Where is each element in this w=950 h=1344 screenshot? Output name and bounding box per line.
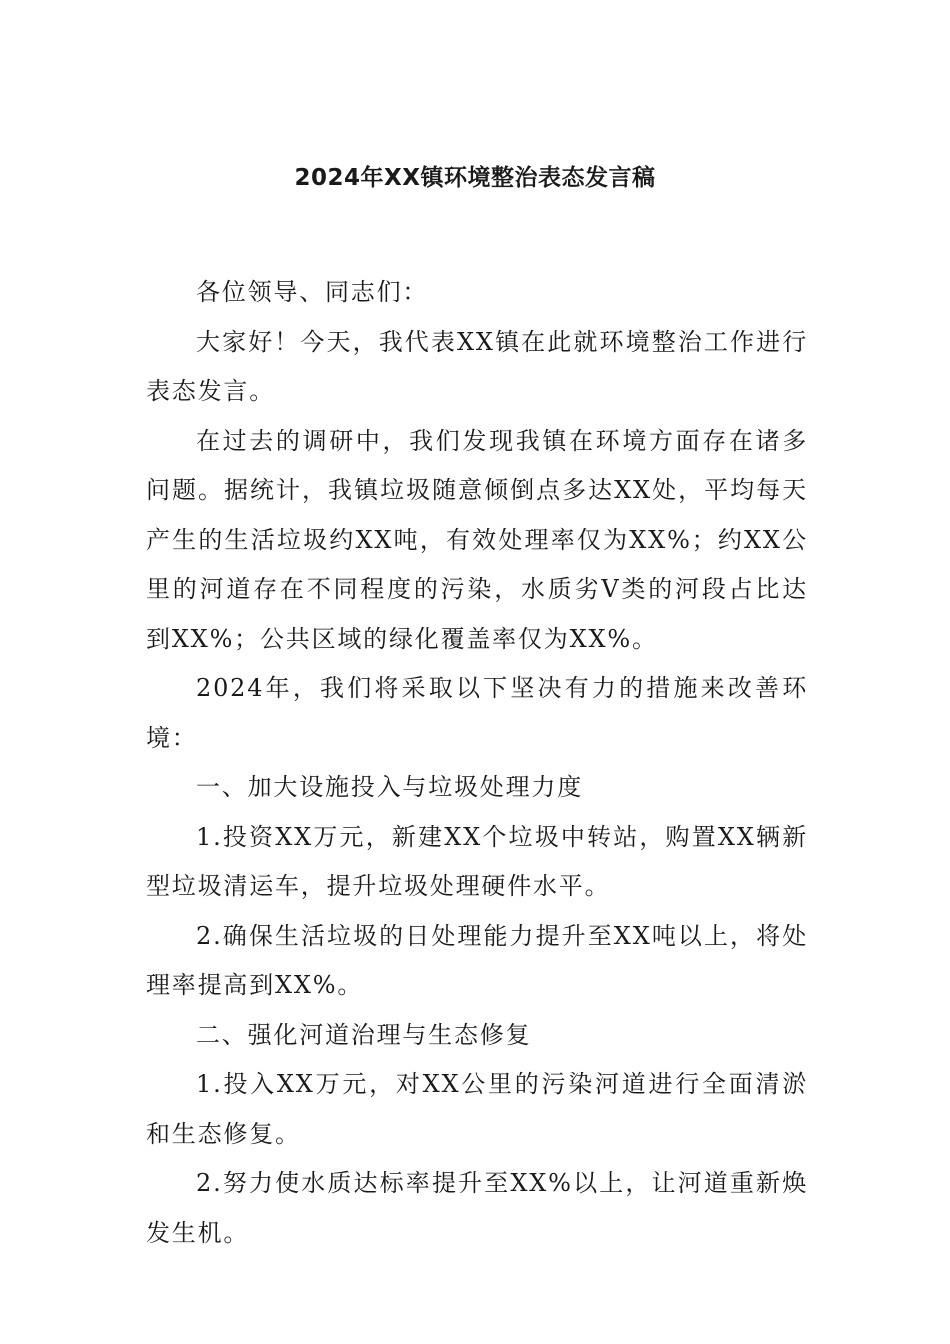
document-body xyxy=(146,268,808,1258)
salutation-paragraph: 各位领导、同志们： xyxy=(196,278,429,306)
section-2-item-1: 1.投入XX万元，对XX公里的污染河道进行全面清淤和生态修复。 xyxy=(146,1070,808,1148)
section-1-item-1: 1.投资XX万元，新建XX个垃圾中转站，购置XX辆新型垃圾清运车，提升垃圾处理硬件水平。 xyxy=(146,822,808,900)
section-2-item-2: 2.努力使水质达标率提升至XX%以上，让河道重新焕发生机。 xyxy=(146,1169,808,1247)
measures-intro-paragraph: 2024年，我们将采取以下坚决有力的措施来改善环境： xyxy=(146,674,808,752)
section-heading-1: 一、加大设施投入与垃圾处理力度 xyxy=(196,773,583,801)
section-heading-2: 二、强化河道治理与生态修复 xyxy=(196,1020,532,1049)
document-title: 2024年XX镇环境整治表态发言稿 xyxy=(294,165,656,191)
section-1-item-2: 2.确保生活垃圾的日处理能力提升至XX吨以上，将处理率提高到XX%。 xyxy=(146,921,808,999)
greeting-paragraph: 大家好！今天，我代表XX镇在此就环境整治工作进行表态发言。 xyxy=(146,327,808,405)
problem-paragraph: 在过去的调研中，我们发现我镇在环境方面存在诸多问题。据统计，我镇垃圾随意倾倒点多达XX处，平均每天产生的生活垃圾约XX吨，有效处理率仅为XX%；约XX公里的河道存在不同程度的污染，水质劣V类的河段占比达到XX%；公共区域的绿化覆盖率仅为XX%。 xyxy=(146,426,808,653)
